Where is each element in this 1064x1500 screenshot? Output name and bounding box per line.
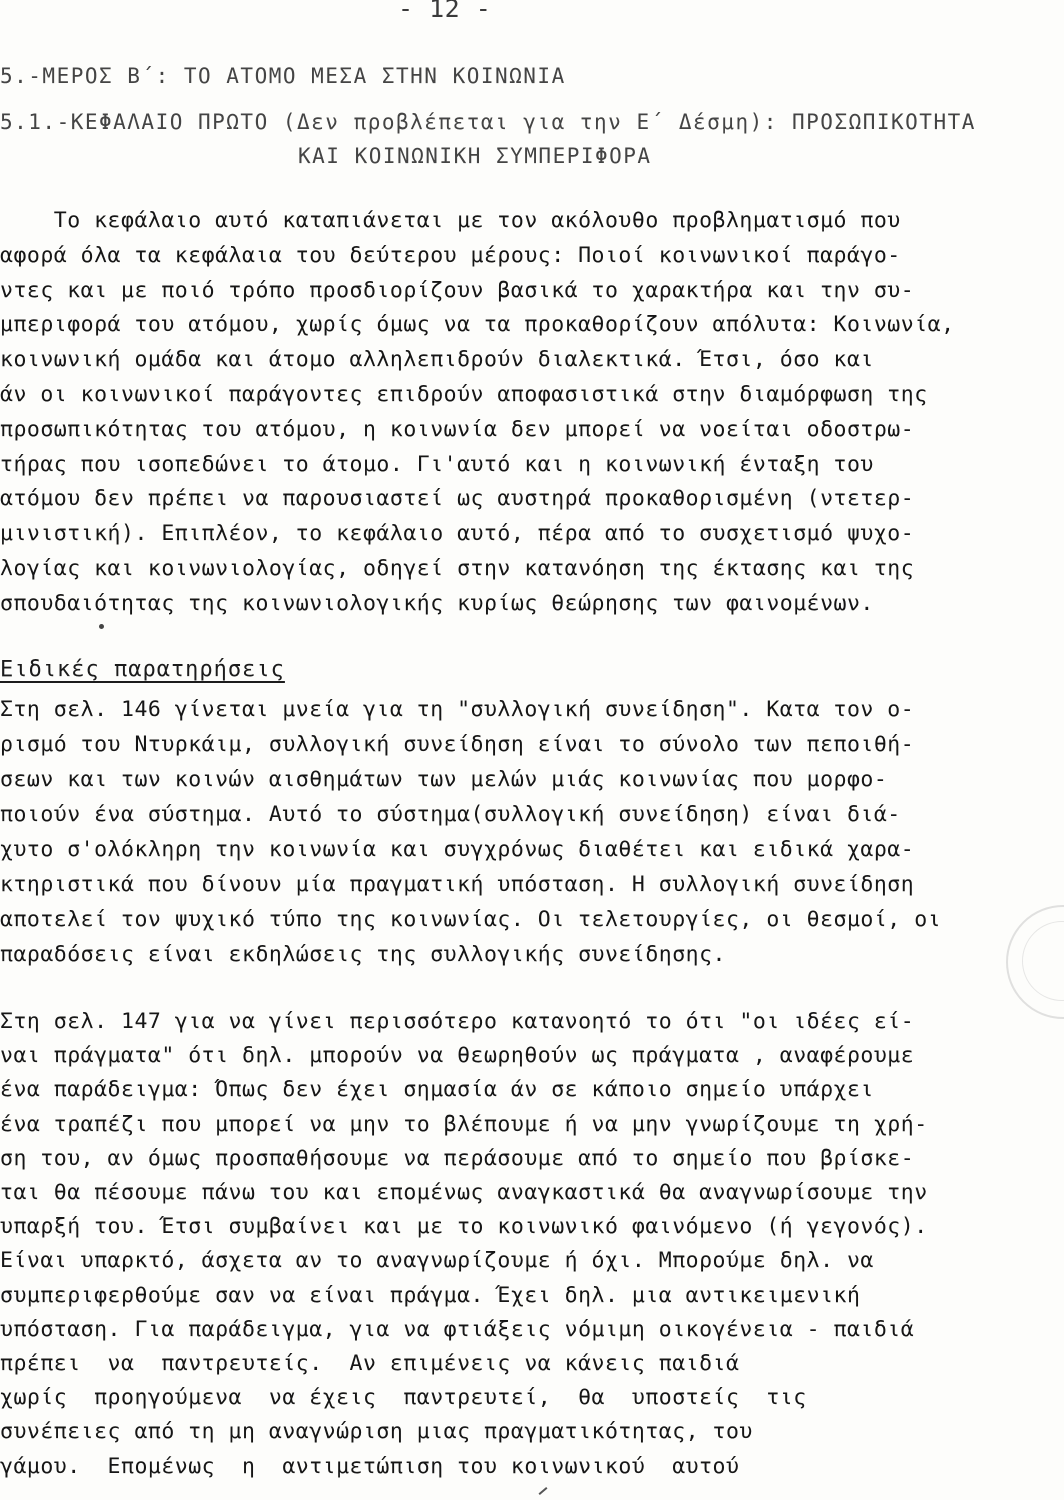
text-line: ατόμου δεν πρέπει να παρουσιαστεί ως αυστηρά προκαθορισμένη (ντετερ- xyxy=(0,486,915,512)
text-line: πρέπει να παντρευτείς. Αν επιμένεις να κάνεις παιδιά xyxy=(0,1351,740,1376)
text-line: παραδόσεις είναι εκδηλώσεις της συλλογικής συνείδησης. xyxy=(0,942,726,967)
text-line: κοινωνική ομάδα και άτομο αλληλεπιδρούν διαλεκτικά. Έτσι, όσο και xyxy=(0,347,874,373)
text-line: υπαρξή του. Έτσι συμβαίνει και με το κοινωνικό φαινόμενο (ή γεγονός). xyxy=(0,1214,928,1240)
text-line: υπόσταση. Για παράδειγμα, για να φτιάξεις νόμιμη οικογένεια - παιδιά xyxy=(0,1316,915,1342)
text-line: μπεριφορά του ατόμου, χωρίς όμως να τα προκαθορίζουν απόλυτα: Κοινωνία, xyxy=(0,312,955,338)
text-line: χυτο σ'ολόκληρη την κοινωνία και συγχρόνως διαθέτει και ειδικά χαρα- xyxy=(0,837,915,862)
text-line: τήρας που ισοπεδώνει το άτομο. Γι'αυτό και η κοινωνική ένταξη του xyxy=(0,451,874,477)
text-line: ντες και με ποιό τρόπο προσδιορίζουν βασικά το χαρακτήρα και την συ- xyxy=(0,277,915,303)
text-line: σπουδαιότητας της κοινωνιολογικής κυρίως θεώρησης των φαινομένων. xyxy=(0,590,874,616)
text-line: ποιούν ένα σύστημα. Αυτό το σύστημα(συλλογική συνείδηση) είναι διά- xyxy=(0,802,901,827)
ink-dot xyxy=(99,624,104,629)
text-line: ένα παράδειγμα: Όπως δεν έχει σημασία άν σε κάποιο σημείο υπάρχει xyxy=(0,1077,874,1103)
text-line: συνέπειες από τη μη αναγνώριση μιας πραγματικότητας, του xyxy=(0,1419,753,1445)
text-line: σεων και των κοινών αισθημάτων των μελών μιάς κοινωνίας που μορφο- xyxy=(0,767,888,792)
text-line: ένα τραπέζι που μπορεί να μην το βλέπουμε ή να μην γνωρίζουμε τη χρή- xyxy=(0,1111,928,1137)
special-remarks-heading: Ειδικές παρατηρήσεις xyxy=(0,657,285,682)
text-line: Στη σελ. 147 για να γίνει περισσότερο κατανοητό το ότι "οι ιδέες εί- xyxy=(0,1009,915,1034)
text-line: Είναι υπαρκτό, άσχετα αν το αναγνωρίζουμε ή όχι. Μπορούμε δηλ. να xyxy=(0,1248,874,1274)
text-line: λογίας και κοινωνιολογίας, οδηγεί στην κατανόηση της έκτασης και της xyxy=(0,556,915,581)
ink-mark xyxy=(539,1487,548,1495)
chapter-heading-line-2: ΚΑΙ ΚΟΙΝΩΝΙΚΗ ΣΥΜΠΕΡΙΦΟΡΑ xyxy=(298,144,652,168)
page-number: - 12 - xyxy=(398,0,492,23)
text-line: ναι πράγματα" ότι δηλ. μπορούν να θεωρηθούν ως πράγματα , αναφέρουμε xyxy=(0,1043,915,1069)
text-line: προσωπικότητας του ατόμου, η κοινωνία δεν μπορεί να νοείται οδοστρω- xyxy=(0,416,915,442)
text-line: συμπεριφερθούμε σαν να είναι πράγμα. Έχει δηλ. μια αντικειμενική xyxy=(0,1282,861,1308)
text-line: χωρίς προηγούμενα να έχεις παντρευτεί, θα υποστείς τις xyxy=(0,1385,807,1411)
part-heading: 5.-ΜΕΡΟΣ Β΄: ΤΟ ΑΤΟΜΟ ΜΕΣΑ ΣΤΗΝ ΚΟΙΝΩΝΙΑ xyxy=(0,64,566,88)
text-line: Στη σελ. 146 γίνεται μνεία για τη "συλλογική συνείδηση". Κατα τον ο- xyxy=(0,697,915,722)
chapter-heading-line-1: 5.1.-ΚΕΦΑΛΑΙΟ ΠΡΩΤΟ (Δεν προβλέπεται για την Ε΄ Δέσμη): ΠΡΟΣΩΠΙΚΟΤΗΤΑ xyxy=(0,110,976,134)
text-line: άν οι κοινωνικοί παράγοντες επιδρούν αποφασιστικά στην διαμόρφωση της xyxy=(0,382,928,407)
library-stamp xyxy=(1006,905,1064,1019)
text-line: ρισμό του Ντυρκάιμ, συλλογική συνείδηση είναι το σύνολο των πεποιθή- xyxy=(0,732,915,757)
text-line: γάμου. Επομένως η αντιμετώπιση του κοινωνικού αυτού xyxy=(0,1453,740,1479)
text-line: αφορά όλα τα κεφάλαια του δεύτερου μέρους: Ποιοί κοινωνικοί παράγο- xyxy=(0,242,901,268)
text-line: ση του, αν όμως προσπαθήσουμε να περάσουμε από το σημείο που βρίσκε- xyxy=(0,1145,915,1171)
text-line: Το κεφάλαιο αυτό καταπιάνεται με τον ακόλουθο προβληματισμό που xyxy=(0,208,901,233)
text-line: ται θα πέσουμε πάνω του και επομένως αναγκαστικά θα αναγνωρίσουμε την xyxy=(0,1180,928,1205)
text-line: μινιστική). Επιπλέον, το κεφάλαιο αυτό, πέρα από το συσχετισμό ψυχο- xyxy=(0,521,915,547)
text-line: αποτελεί τον ψυχικό τύπο της κοινωνίας. Οι τελετουργίες, οι θεσμοί, οι xyxy=(0,907,942,932)
text-line: κτηριστικά που δίνουν μία πραγματική υπόσταση. Η συλλογική συνείδηση xyxy=(0,872,915,897)
